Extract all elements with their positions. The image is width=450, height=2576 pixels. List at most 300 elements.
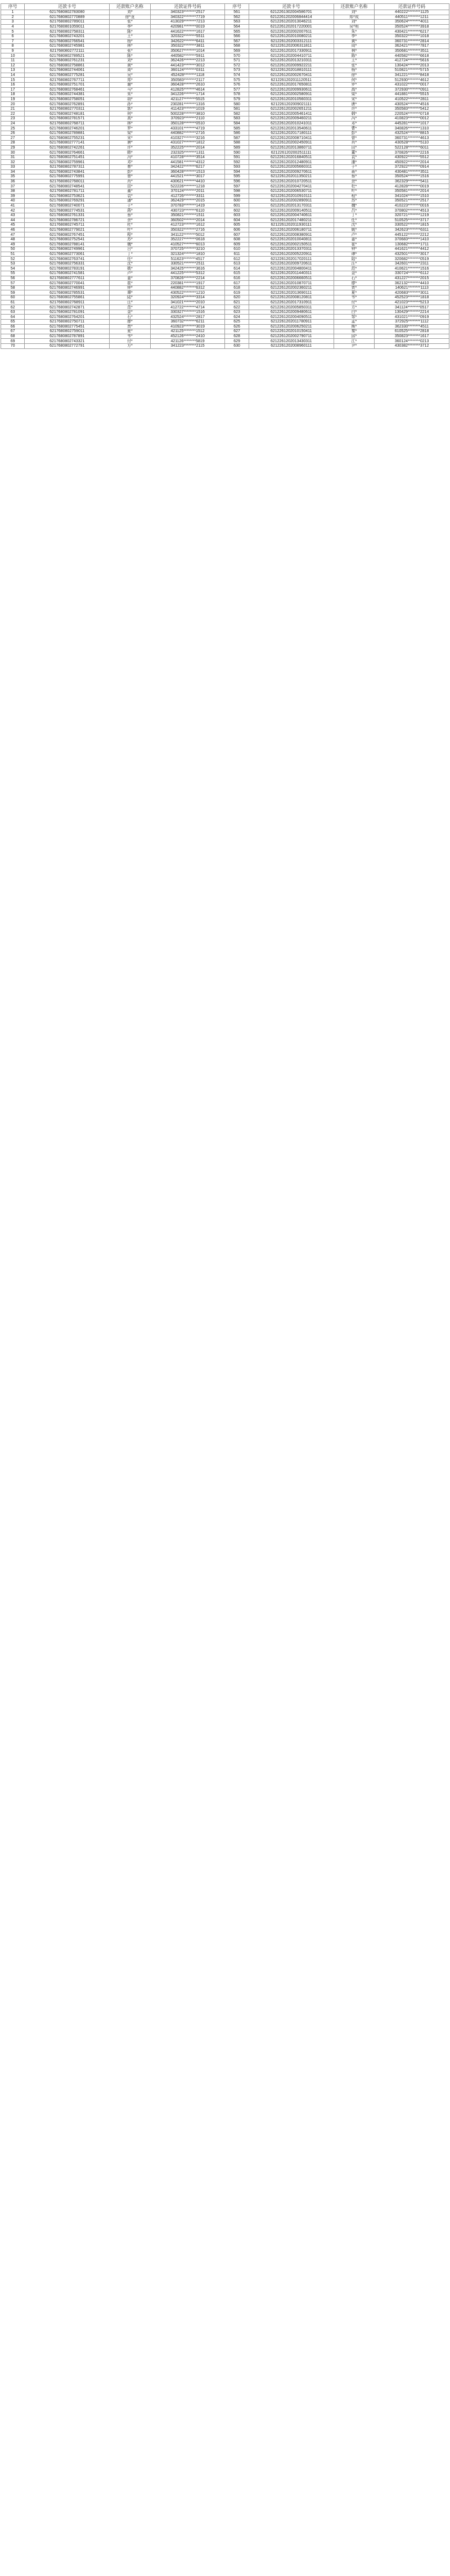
cell-card: 6212261202009270611: [249, 169, 334, 174]
cell-no: 20: [1, 102, 25, 107]
cell-no: 33: [1, 165, 25, 170]
cell-no: 28: [1, 141, 25, 146]
cell-id: 410223********0016: [375, 203, 449, 208]
cell-card: 6212261202002890911: [249, 199, 334, 204]
cell-id: 430481********3511: [375, 169, 449, 174]
table-row: [1, 58, 449, 63]
cell-card: 6212261202010560311: [249, 97, 334, 102]
cell-id: 370124********2011: [150, 189, 225, 194]
cell-name: 陈*: [334, 53, 374, 59]
cell-name: 卢*: [334, 232, 374, 238]
cell-name: 黄*: [110, 63, 150, 68]
cell-no: 6: [1, 34, 25, 39]
cell-name: 徐*龙: [110, 15, 150, 20]
cell-card: 6217680802767711: [25, 78, 110, 83]
cell-no: 11: [1, 58, 25, 63]
cell-no: 583: [225, 117, 249, 122]
cell-card: 6212261202011930111: [249, 223, 334, 228]
cell-id: 431022********0017: [375, 82, 449, 87]
cell-name: 潘*: [110, 199, 150, 204]
cell-id: 412825********4614: [150, 87, 225, 92]
cell-card: 6212261202002511111: [249, 150, 334, 155]
cell-name: 沈*: [110, 261, 150, 266]
cell-id: 362132********4410: [375, 281, 449, 286]
cell-no: 15: [1, 78, 25, 83]
cell-name: 程*: [334, 194, 374, 199]
cell-id: 370826********2214: [150, 276, 225, 281]
cell-name: 彭*: [110, 169, 150, 174]
cell-name: 蒋*: [110, 208, 150, 213]
table-row: [1, 34, 449, 39]
cell-id: 130682********1711: [375, 242, 449, 247]
cell-name: 高*: [334, 87, 374, 92]
cell-name: 张*: [110, 48, 150, 53]
cell-card: 6217680802753621: [25, 194, 110, 199]
cell-id: 350524********3918: [375, 24, 449, 29]
cell-name: 蔡*: [334, 174, 374, 180]
cell-card: 6217680802741581: [25, 271, 110, 276]
cell-card: 6212261202013046211: [249, 20, 334, 25]
cell-no: 574: [225, 73, 249, 78]
cell-card: 6212261202009480611: [249, 310, 334, 315]
cell-no: 606: [225, 227, 249, 232]
cell-id: 430621********4410: [150, 179, 225, 184]
cell-no: 30: [1, 150, 25, 155]
table-row: [1, 111, 449, 117]
cell-no: 572: [225, 63, 249, 68]
cell-card: 6212261202011440311: [249, 271, 334, 276]
cell-no: 2: [1, 15, 25, 20]
cell-name: 姚*: [334, 227, 374, 232]
cell-name: 李*: [110, 24, 150, 29]
cell-name: 姚*: [110, 266, 150, 271]
cell-no: 597: [225, 184, 249, 189]
cell-id: 360428********2610: [150, 82, 225, 87]
cell-name: 付*: [110, 339, 150, 344]
cell-card: 6212261202017310911: [249, 300, 334, 305]
cell-no: 593: [225, 165, 249, 170]
cell-no: 55: [1, 271, 25, 276]
cell-card: 6217680802766541: [25, 39, 110, 44]
table-row: [1, 320, 449, 325]
cell-name: 董*: [110, 189, 150, 194]
cell-card: 6217680802743841: [25, 169, 110, 174]
cell-card: 6212261202002790711: [249, 334, 334, 339]
cell-no: 70: [1, 343, 25, 348]
cell-card: 6212261202002150511: [249, 242, 334, 247]
table-row: [1, 194, 449, 199]
cell-card: 6217680802761231: [25, 58, 110, 63]
cell-card: 6212261202010720511: [249, 179, 334, 184]
cell-no: 599: [225, 194, 249, 199]
cell-no: 608: [225, 237, 249, 242]
cell-no: 57: [1, 281, 25, 286]
table-row: [1, 310, 449, 315]
cell-card: 6217680802748541: [25, 184, 110, 189]
header-id: 还款证件号码: [375, 4, 449, 10]
cell-no: 615: [225, 271, 249, 276]
cell-name: 林*: [110, 121, 150, 126]
cell-id: 440582********6618: [375, 53, 449, 59]
cell-card: 6212261202018810111: [249, 68, 334, 73]
cell-card: 6217680802744061: [25, 68, 110, 73]
cell-card: 6212261202004270411: [249, 184, 334, 189]
cell-id: 342623********6311: [375, 227, 449, 232]
table-row: [1, 106, 449, 111]
cell-id: 360732********6211: [150, 320, 225, 325]
cell-name: 韩*: [110, 150, 150, 155]
cell-id: 330327********1516: [150, 310, 225, 315]
cell-name: 范*: [110, 305, 150, 310]
cell-card: 6217680802787891: [25, 334, 110, 339]
cell-no: 51: [1, 252, 25, 257]
cell-id: 421125********1512: [150, 329, 225, 334]
cell-name: 丁*: [110, 252, 150, 257]
cell-card: 6217680802743201: [25, 34, 110, 39]
cell-id: 352225********2014: [150, 145, 225, 150]
cell-id: 420683********3011: [375, 290, 449, 295]
cell-no: 14: [1, 73, 25, 78]
cell-card: 6212261202011120511: [249, 78, 334, 83]
header-no: 序号: [1, 4, 25, 10]
cell-id: 360124********0213: [375, 339, 449, 344]
cell-id: 440582********5911: [150, 53, 225, 59]
cell-card: 6217680802746201: [25, 126, 110, 131]
cell-card: 6217680802768911: [25, 300, 110, 305]
cell-id: 610525********2818: [375, 329, 449, 334]
cell-name: 林*: [334, 48, 374, 53]
cell-name: 田*: [110, 184, 150, 189]
table-row: [1, 232, 449, 238]
cell-id: 372930********0911: [375, 87, 449, 92]
cell-no: 565: [225, 29, 249, 34]
cell-no: 42: [1, 208, 25, 213]
cell-no: 43: [1, 213, 25, 218]
cell-no: 27: [1, 136, 25, 141]
cell-no: 17: [1, 87, 25, 92]
header-card: 还款卡号: [25, 4, 110, 10]
cell-card: 6217680802762891: [25, 102, 110, 107]
table-row: [1, 131, 449, 136]
cell-no: 625: [225, 320, 249, 325]
cell-no: 66: [1, 324, 25, 329]
cell-id: 412828********0019: [375, 184, 449, 189]
cell-name: 吕*: [334, 208, 374, 213]
cell-id: 445281********1017: [375, 121, 449, 126]
cell-id: 370826********2216: [375, 150, 449, 155]
cell-card: 6212261202004410711: [249, 53, 334, 59]
cell-name: 刘*: [110, 10, 150, 15]
cell-name: 邱*: [334, 334, 374, 339]
cell-no: 59: [1, 290, 25, 295]
cell-name: 沈*: [334, 223, 374, 228]
cell-no: 45: [1, 223, 25, 228]
cell-name: 郭*: [110, 106, 150, 111]
cell-card: 6217680802777141: [25, 141, 110, 146]
cell-card: 6212261202009460211: [249, 117, 334, 122]
table-row: [1, 285, 449, 290]
cell-card: 6217680802789881: [25, 131, 110, 136]
cell-no: 607: [225, 232, 249, 238]
cell-id: 441622********1617: [150, 29, 225, 34]
cell-card: 6212261202010241011: [249, 121, 334, 126]
cell-id: 362421********7817: [375, 44, 449, 49]
table-row: [1, 334, 449, 339]
cell-no: 614: [225, 266, 249, 271]
cell-name: 余*: [110, 218, 150, 223]
cell-id: 412724********5616: [375, 58, 449, 63]
cell-card: 6217680802756331: [25, 261, 110, 266]
cell-card: 6212261202010910111: [249, 194, 334, 199]
cell-card: 6212261202011780911: [249, 320, 334, 325]
cell-card: 6212261302004586701: [249, 10, 334, 15]
cell-id: 433101********4719: [150, 126, 225, 131]
cell-name: 魏*: [334, 203, 374, 208]
cell-card: 6217680802772111: [25, 48, 110, 53]
table-row: [1, 78, 449, 83]
cell-name: 罗*: [110, 126, 150, 131]
cell-no: 29: [1, 145, 25, 150]
cell-name: 吴*: [110, 73, 150, 78]
cell-id: 360502********2014: [150, 218, 225, 223]
table-row: [1, 237, 449, 242]
cell-card: 6217680802770311: [25, 106, 110, 111]
cell-card: 6217680802775451: [25, 324, 110, 329]
cell-name: 张*: [110, 20, 150, 25]
cell-id: 370802********4513: [375, 208, 449, 213]
cell-name: 白*: [334, 310, 374, 315]
cell-name: 任*: [334, 218, 374, 223]
cell-id: 341226********1714: [150, 92, 225, 97]
cell-card: 6217680802740071: [25, 203, 110, 208]
cell-name: 刘*: [334, 20, 374, 25]
cell-no: 573: [225, 68, 249, 73]
table-row: [1, 44, 449, 49]
cell-no: 56: [1, 276, 25, 281]
cell-id: 410621********1516: [375, 266, 449, 271]
cell-no: 610: [225, 247, 249, 252]
cell-name: 冯*: [334, 117, 374, 122]
cell-no: 63: [1, 310, 25, 315]
header-row: [1, 4, 449, 10]
cell-card: 6212261202017330911: [249, 48, 334, 53]
cell-no: 19: [1, 97, 25, 102]
cell-name: 郑*成: [334, 15, 374, 20]
cell-id: 432524********8815: [375, 131, 449, 136]
cell-id: 320682********0519: [375, 257, 449, 262]
cell-no: 16: [1, 82, 25, 87]
cell-card: 6217680802751451: [25, 155, 110, 160]
cell-id: 330522********1815: [375, 223, 449, 228]
table-row: [1, 189, 449, 194]
cell-name: 蒋*: [334, 169, 374, 174]
cell-id: 350823********1617: [375, 334, 449, 339]
cell-id: 130424********2013: [375, 63, 449, 68]
cell-name: 孙*: [110, 102, 150, 107]
cell-no: 3: [1, 20, 25, 25]
cell-id: 440882********6312: [150, 285, 225, 290]
table-row: [1, 252, 449, 257]
cell-name: 丁*: [334, 213, 374, 218]
table-row: [1, 324, 449, 329]
cell-card: 6217680802781571: [25, 117, 110, 122]
cell-name: 王*: [334, 58, 374, 63]
cell-no: 563: [225, 20, 249, 25]
cell-card: 6212261202010040811: [249, 237, 334, 242]
cell-name: 蔡*: [110, 213, 150, 218]
cell-name: 于*: [110, 203, 150, 208]
cell-name: 钟*: [110, 285, 150, 290]
cell-id: 522128********6011: [375, 145, 449, 150]
cell-id: 430524********4516: [375, 102, 449, 107]
cell-card: 6217680802761331: [25, 213, 110, 218]
cell-id: 341122********5012: [150, 232, 225, 238]
cell-no: 31: [1, 155, 25, 160]
cell-no: 1: [1, 10, 25, 15]
cell-id: 372922********0914: [375, 165, 449, 170]
cell-card: 6212261202005461411: [249, 111, 334, 117]
cell-id: 340322********7719: [150, 15, 225, 20]
cell-no: 582: [225, 111, 249, 117]
cell-name: 付*: [334, 300, 374, 305]
cell-card: 6217680802764201: [25, 315, 110, 320]
cell-no: 12: [1, 63, 25, 68]
cell-id: 441621********4412: [375, 247, 449, 252]
cell-card: 6212261202013170311: [249, 203, 334, 208]
cell-name: 陈*: [110, 53, 150, 59]
cell-no: 7: [1, 39, 25, 44]
header-id: 还款证件号码: [150, 4, 225, 10]
cell-card: 6217680802758311: [25, 29, 110, 34]
cell-id: 450922********2014: [375, 160, 449, 165]
cell-no: 23: [1, 117, 25, 122]
cell-no: 60: [1, 295, 25, 301]
cell-card: 6217680802767451: [25, 232, 110, 238]
cell-id: 330724********6112: [375, 271, 449, 276]
cell-card: 6212261202004800411: [249, 266, 334, 271]
table-row: [1, 68, 449, 73]
cell-name: 林*: [110, 44, 150, 49]
cell-id: 421127********5515: [150, 97, 225, 102]
table-row: [1, 174, 449, 180]
cell-card: 6217680802775991: [25, 174, 110, 180]
cell-card: 6217680802768461: [25, 87, 110, 92]
cell-id: 370683********1410: [375, 237, 449, 242]
cell-card: 6217680802783080: [25, 10, 110, 15]
cell-id: 220524********0718: [375, 111, 449, 117]
cell-name: 魏*: [110, 242, 150, 247]
cell-no: 13: [1, 68, 25, 73]
table-row: [1, 160, 449, 165]
cell-card: 6212261202002651211: [249, 106, 334, 111]
table-row: [1, 165, 449, 170]
cell-no: 628: [225, 334, 249, 339]
cell-id: 230281********1316: [150, 102, 225, 107]
cell-id: 320924********3314: [150, 295, 225, 301]
cell-card: 6212261202008960111: [249, 343, 334, 348]
cell-card: 6217680802748181: [25, 111, 110, 117]
cell-no: 585: [225, 126, 249, 131]
cell-no: 37: [1, 184, 25, 189]
cell-id: 410327********3216: [150, 136, 225, 141]
cell-no: 581: [225, 106, 249, 111]
cell-no: 598: [225, 189, 249, 194]
cell-card: 6217680802768011: [25, 179, 110, 184]
cell-no: 53: [1, 261, 25, 266]
cell-no: 590: [225, 150, 249, 155]
cell-card: 6212261202010080211: [249, 34, 334, 39]
cell-card: 6212261202004740611: [249, 213, 334, 218]
cell-name: 吴*明: [334, 24, 374, 29]
cell-id: 320322********5511: [150, 34, 225, 39]
cell-no: 34: [1, 169, 25, 174]
cell-name: 韦*: [110, 334, 150, 339]
cell-card: 6217680802785531: [25, 290, 110, 295]
cell-no: 24: [1, 121, 25, 126]
cell-id: 140621********1113: [375, 285, 449, 290]
cell-card: 6217680802781091: [25, 310, 110, 315]
cell-name: 袁*: [334, 155, 374, 160]
cell-no: 596: [225, 179, 249, 184]
cell-card: 6212261202010150411: [249, 329, 334, 334]
cell-name: 许*: [110, 145, 150, 150]
cell-name: 姜*: [334, 237, 374, 242]
cell-no: 571: [225, 58, 249, 63]
table-row: [1, 141, 449, 146]
cell-no: 577: [225, 87, 249, 92]
cell-id: 350322********1018: [375, 34, 449, 39]
table-row: [1, 82, 449, 87]
cell-id: 431227********2015: [375, 276, 449, 281]
cell-id: 510525********3717: [375, 218, 449, 223]
cell-name: 许*: [334, 106, 374, 111]
cell-name: 马*: [110, 87, 150, 92]
table-row: [1, 179, 449, 184]
header-card: 还款卡号: [249, 4, 334, 10]
cell-name: 苏*: [334, 199, 374, 204]
cell-no: 622: [225, 305, 249, 310]
cell-name: 钟*: [334, 247, 374, 252]
cell-name: 田*: [334, 145, 374, 150]
cell-card: 6217680802770889: [25, 15, 110, 20]
cell-id: 441881********5515: [375, 92, 449, 97]
cell-id: 411423********1019: [150, 106, 225, 111]
table-row: [1, 87, 449, 92]
cell-card: 6212261202006250211: [249, 324, 334, 329]
cell-card: 6212261202002580911: [249, 92, 334, 97]
cell-name: 韦*: [334, 295, 374, 301]
table-row: [1, 155, 449, 160]
cell-name: 宋*: [334, 97, 374, 102]
cell-name: 徐*: [334, 73, 374, 78]
cell-id: 452126********2410: [150, 334, 225, 339]
cell-no: 611: [225, 252, 249, 257]
cell-no: 25: [1, 126, 25, 131]
cell-no: 579: [225, 97, 249, 102]
cell-id: 512930********4612: [375, 78, 449, 83]
cell-no: 562: [225, 15, 249, 20]
cell-card: 6212261202002670411: [249, 73, 334, 78]
cell-card: 6212261202017020111: [249, 257, 334, 262]
cell-card: 6212261202009930611: [249, 87, 334, 92]
cell-id: 362329********5411: [375, 179, 449, 184]
cell-name: 曹*: [110, 165, 150, 170]
cell-id: 410527********6013: [150, 242, 225, 247]
table-row: [1, 126, 449, 131]
table-row: [1, 213, 449, 218]
cell-card: 6212261202009720611: [249, 261, 334, 266]
cell-name: 孟*: [334, 320, 374, 325]
